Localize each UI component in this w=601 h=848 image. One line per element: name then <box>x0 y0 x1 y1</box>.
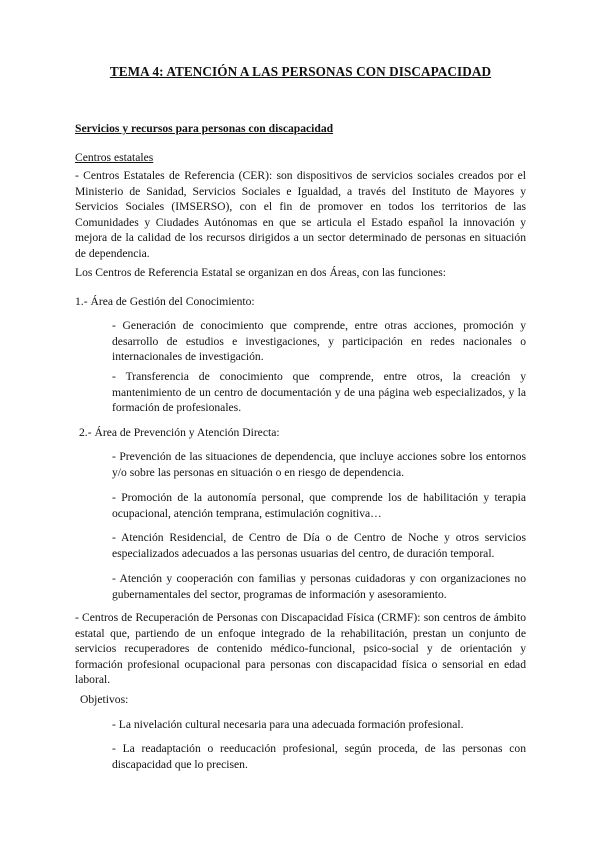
subheading-centros-estatales: Centros estatales <box>75 151 154 164</box>
area1-item-1: - Generación de conocimiento que comprende, entre otras acciones, promoción y desarrollo de estudios e investigaciones, y participación en redes nacionales o internacionales de investigación. <box>112 319 526 364</box>
area1-item-2: - Transferencia de conocimiento que comprende, entre otros, la creación y mantenimiento de un centro de documentación y de una página web especializados, y la formación de profesionales. <box>112 370 526 415</box>
objectives-heading: Objetivos: <box>80 693 129 706</box>
area2-item-4: - Atención y cooperación con familias y personas cuidadoras y con organizaciones no gubernamentales del sector, programas de información y asesoramiento. <box>112 572 526 601</box>
document-title: TEMA 4: ATENCIÓN A LAS PERSONAS CON DISCAPACIDAD <box>109 64 492 79</box>
objective-item-1: - La nivelación cultural necesaria para una adecuada formación profesional. <box>112 718 464 731</box>
area1-heading: 1.- Área de Gestión del Conocimiento: <box>75 295 255 308</box>
crmf-paragraph: - Centros de Recuperación de Personas con Discapacidad Física (CRMF): son centros de ámbito estatal que, partiendo de un enfoque integrado de la rehabilitación, prestan un conjunto de servicios recuperadores de contenido médico-funcional, psico-social y de orientación y formación profesional ocupacional para personas con discapacidad física o sensorial en edad laboral. <box>75 611 526 687</box>
section-heading: Servicios y recursos para personas con discapacidad <box>75 122 334 135</box>
area2-item-3: - Atención Residencial, de Centro de Día o de Centro de Noche y otros servicios especializados adecuados a las personas usuarias del centro, de duración temporal. <box>112 531 526 560</box>
area2-heading: 2.- Área de Prevención y Atención Directa: <box>79 426 280 439</box>
area2-item-1: - Prevención de las situaciones de dependencia, que incluye acciones sobre los entornos y/o sobre las personas en situación o en riesgo de dependencia. <box>112 450 526 479</box>
area2-item-2: - Promoción de la autonomía personal, que comprende los de habilitación y terapia ocupacional, atención temprana, estimulación cognitiva… <box>112 491 526 520</box>
objective-item-2: - La readaptación o reeducación profesional, según proceda, de las personas con discapacidad que lo precisen. <box>112 742 526 771</box>
cer-paragraph: - Centros Estatales de Referencia (CER): son dispositivos de servicios sociales creados por el Ministerio de Sanidad, Servicios Sociales e Igualdad, a través del Instituto de Mayores y Servicios Sociales (IMSERSO), con el fin de promover en todos los territorios de las Comunidades y Ciudades Autónomas en que se articula el Estado español la innovación y mejora de la calidad de los recursos dirigidos a un sector determinado de personas en situación de dependencia. <box>75 169 526 260</box>
areas-intro: Los Centros de Referencia Estatal se organizan en dos Áreas, con las funciones: <box>75 266 446 279</box>
